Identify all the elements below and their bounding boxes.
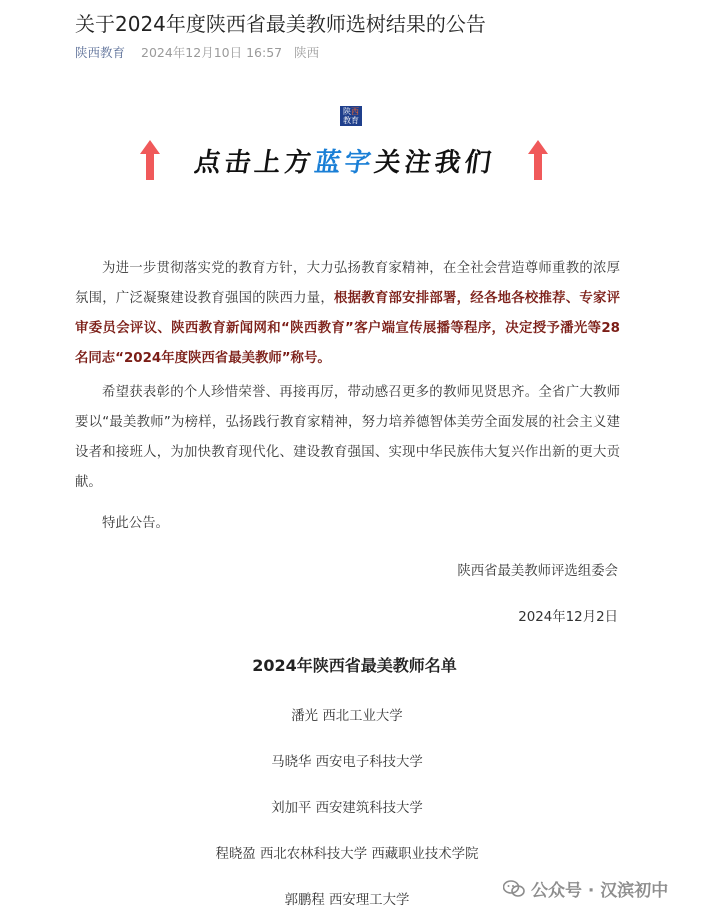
publish-date: 2024年12月10日 16:57 <box>141 45 283 60</box>
sign-date: 2024年12月2日 <box>518 610 618 625</box>
shaanxi-education-logo: 陕西 教育 <box>340 106 362 126</box>
follow-banner <box>140 140 550 180</box>
emphasis-text: 根据教育部安排部署，经各地各校推荐、专家评审委员会评议、陕西教育新闻网和“陕西教育”客户端宣传展播等程序，决定授予潘光等28名同志“2024年度陕西省最美教师”称号。 <box>75 291 621 366</box>
publish-location: 陕西 <box>294 45 320 60</box>
arrow-up-icon <box>528 140 548 180</box>
paragraph-closing: 特此公告。 <box>102 516 169 531</box>
follow-text: 点击上方蓝字关注我们 <box>192 148 497 178</box>
list-item: 马晓华 西安电子科技大学 <box>271 755 423 770</box>
paragraph-hope: 希望获表彰的个人珍惜荣誉、再接再厉，带动感召更多的教师见贤思齐。全省广大教师要以“最美教师”为榜样，弘扬践行教育家精神，努力培养德智体美劳全面发展的社会主义建设者和接班人，为加快教育现代化、建设教育强国、实现中华民族伟大复兴作出新的更大贡献。 <box>75 385 620 490</box>
signature: 陕西省最美教师评选组委会 <box>457 564 618 579</box>
list-item: 潘光 西北工业大学 <box>291 709 403 724</box>
watermark <box>503 876 668 901</box>
list-item: 郭鹏程 西安理工大学 <box>284 893 410 908</box>
list-title: 2024年陕西省最美教师名单 <box>252 656 457 675</box>
paragraph-intro: 为进一步贯彻落实党的教育方针，大力弘扬教育家精神，在全社会营造尊师重教的浓厚氛围，广泛凝聚建设教育强国的陕西力量，根据教育部安排部署，经各地各校推荐、专家评审委员会评议、陕西教育新闻网和“陕西教育”客户端宣传展播等程序，决定授予潘光等28名同志“2024年度陕西省最美教师”称号。 <box>75 261 621 366</box>
article-meta <box>75 43 327 61</box>
watermark-text: 公众号 · 汉滨初中 <box>531 881 669 901</box>
author-link[interactable]: 陕西教育 <box>75 45 126 60</box>
wechat-icon <box>503 880 525 898</box>
list-item: 刘加平 西安建筑科技大学 <box>271 801 423 816</box>
list-item: 程晓盈 西北农林科技大学 西藏职业技术学院 <box>215 847 479 862</box>
arrow-up-icon <box>140 140 160 180</box>
article-title: 关于2024年度陕西省最美教师选树结果的公告 <box>75 12 486 36</box>
